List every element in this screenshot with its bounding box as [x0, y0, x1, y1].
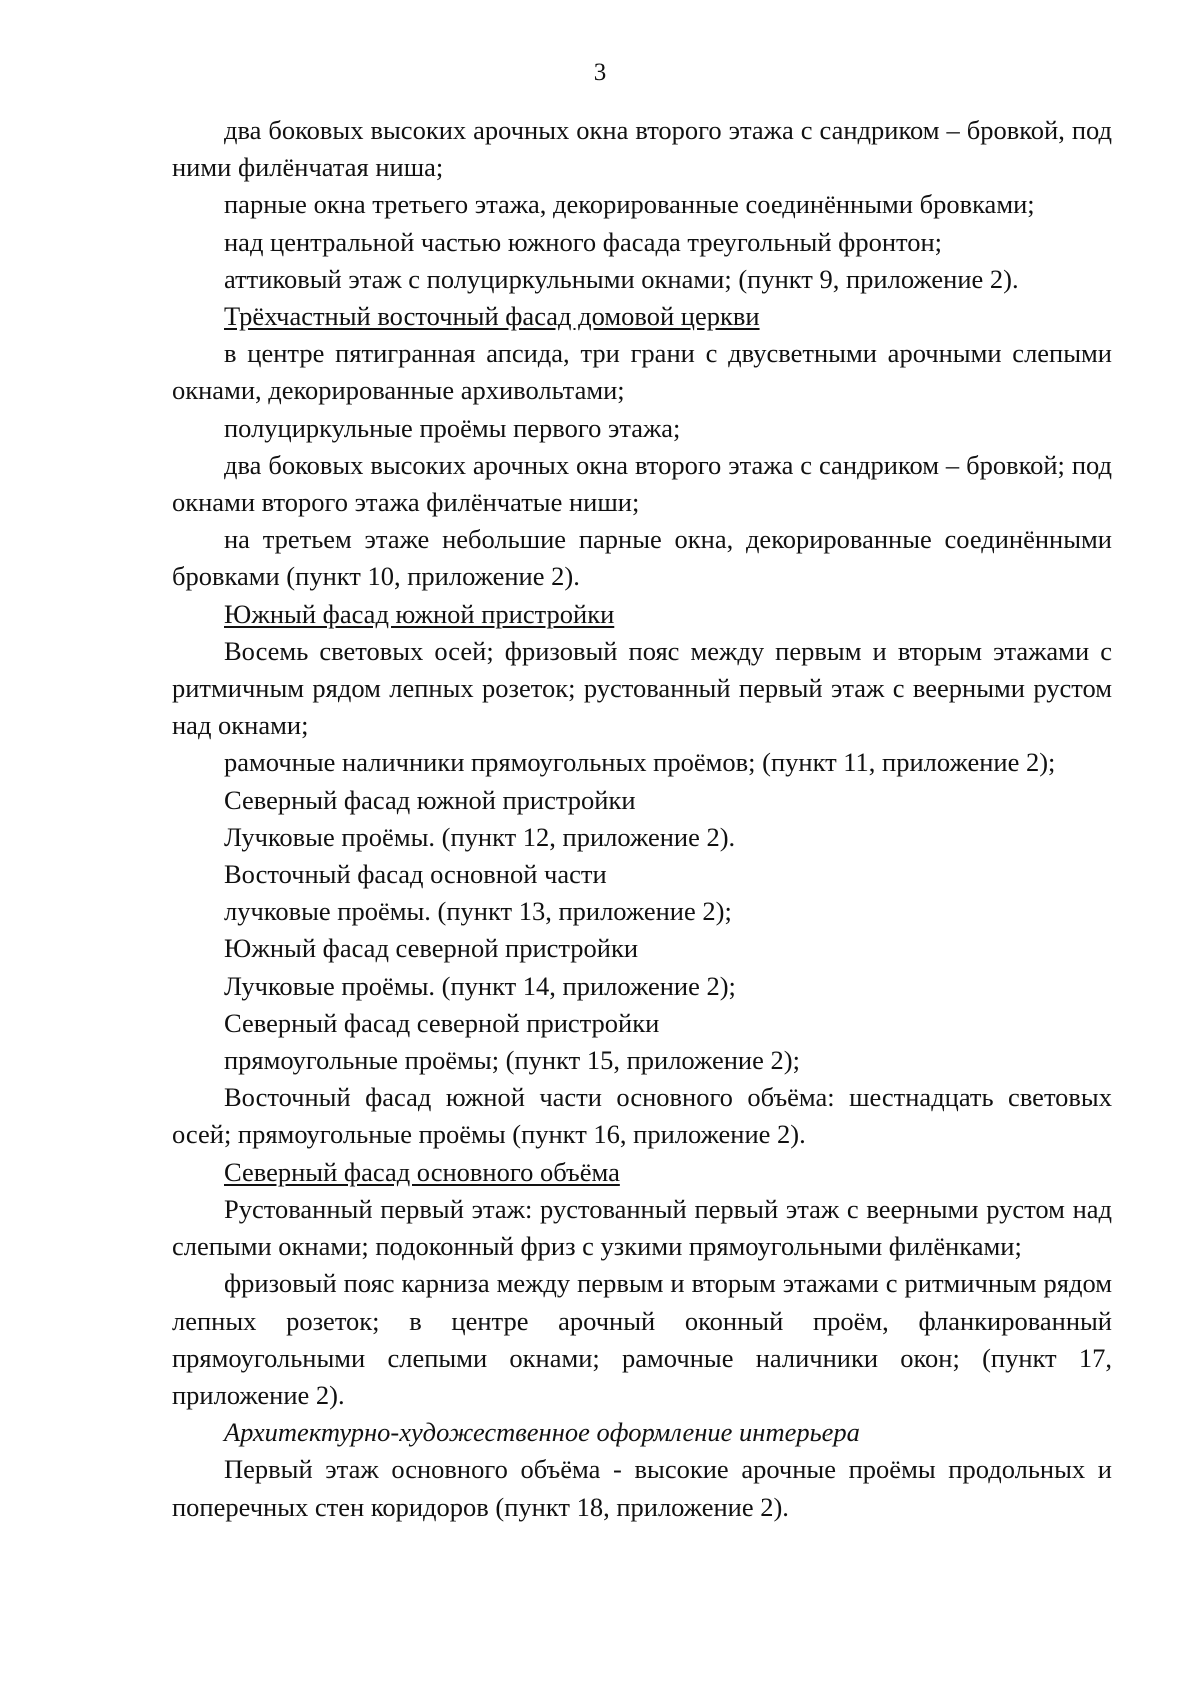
paragraph: аттиковый этаж с полуциркульными окнами; (пункт 9, приложение 2). [224, 263, 1019, 294]
paragraph: Восточный фасад основной части [224, 859, 607, 890]
paragraph: Восемь световых осей; фризовый пояс между первым и вторым этажами с ритмичным рядом лепных розеток; рустованный первый этаж с веерными рустом над окнами; [172, 635, 1112, 741]
paragraph: на третьем этаже небольшие парные окна, декорированные соединёнными бровками (пункт 10, приложение 2). [172, 524, 1112, 592]
section-heading-text: Трёхчастный восточный фасад домовой церкви [224, 301, 760, 332]
paragraph: фризовый пояс карниза между первым и вторым этажами с ритмичным рядом лепных розеток; в центре арочный оконный проём, фланкированный прямоугольными слепыми окнами; рамочные наличники окон; (пункт 17, приложение 2). [172, 1268, 1112, 1410]
section-heading-text: Северный фасад основного объёма [224, 1156, 620, 1187]
section-heading-text: Южный фасад южной пристройки [224, 598, 615, 629]
section-heading [172, 596, 1112, 633]
paragraph: в центре пятигранная апсида, три грани с двусветными арочными слепыми окнами, декорированные архивольтами; [172, 338, 1112, 406]
document-body [172, 112, 1112, 1526]
paragraph: парные окна третьего этажа, декорированные соединёнными бровками; [224, 189, 1035, 220]
page-number: 3 [593, 59, 607, 86]
paragraph: Рустованный первый этаж: рустованный первый этаж с веерными рустом над слепыми окнами; подоконный фриз с узкими прямоугольными филёнками; [172, 1193, 1112, 1262]
paragraph: Южный фасад северной пристройки [224, 933, 639, 964]
paragraph: лучковые проёмы. (пункт 13, приложение 2); [224, 896, 732, 927]
paragraph: прямоугольные проёмы; (пункт 15, приложение 2); [224, 1045, 800, 1076]
section-heading-italic: Архитектурно-художественное оформление интерьера [224, 1417, 860, 1448]
paragraph: Лучковые проёмы. (пункт 14, приложение 2); [224, 970, 736, 1001]
paragraph: рамочные наличники прямоугольных проёмов; (пункт 11, приложение 2); [224, 747, 1056, 778]
paragraph: Северный фасад северной пристройки [224, 1007, 660, 1038]
section-heading [172, 298, 1112, 335]
section-heading [172, 1154, 1112, 1191]
paragraph: два боковых высоких арочных окна второго этажа с сандриком – бровкой; под окнами второго этажа филёнчатые ниши; [172, 449, 1112, 518]
paragraph: полуциркульные проёмы первого этажа; [224, 412, 681, 443]
paragraph: Восточный фасад южной части основного объёма: шестнадцать световых осей; прямоугольные проёмы (пункт 16, приложение 2). [172, 1082, 1112, 1150]
paragraph: над центральной частью южного фасада треугольный фронтон; [224, 226, 943, 257]
paragraph: Северный фасад южной пристройки [224, 784, 636, 815]
paragraph: Лучковые проёмы. (пункт 12, приложение 2). [224, 821, 736, 852]
paragraph: два боковых высоких арочных окна второго этажа с сандриком – бровкой, под ними филёнчатая ниша; [172, 115, 1112, 183]
paragraph: Первый этаж основного объёма - высокие арочные проёмы продольных и поперечных стен коридоров (пункт 18, приложение 2). [172, 1454, 1112, 1522]
